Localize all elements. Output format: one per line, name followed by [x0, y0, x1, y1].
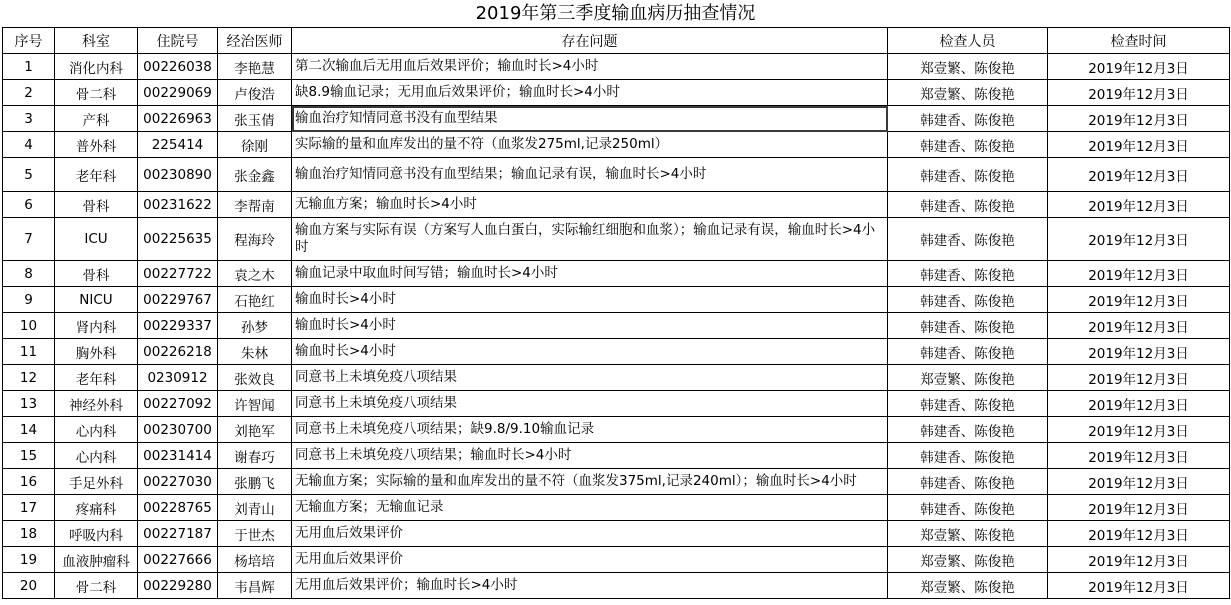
table-row	[3, 443, 1230, 469]
cell-date[interactable]: 2019年12月3日	[1048, 132, 1230, 158]
header-inspector[interactable]: 检查人员	[888, 28, 1048, 54]
cell-dept[interactable]: ICU	[55, 218, 138, 261]
cell-dept[interactable]: 骨科	[55, 261, 138, 287]
cell-inspector[interactable]: 郑壹繁、陈俊艳	[888, 365, 1048, 391]
cell-id[interactable]: 00227092	[138, 391, 218, 417]
cell-inspector[interactable]: 韩建香、陈俊艳	[888, 106, 1048, 132]
header-problem[interactable]: 存在问题	[292, 28, 888, 54]
cell-date[interactable]: 2019年12月3日	[1048, 443, 1230, 469]
sheet-title: 2019年第三季度输血病历抽查情况	[475, 3, 756, 24]
problem-text: 同意书上未填免疫八项结果	[295, 395, 457, 411]
problem-text: 无输血方案；实际输的量和血库发出的量不符（血浆发375ml,记录240ml）；输血时长>4小时	[295, 473, 857, 489]
table-row	[3, 547, 1230, 573]
cell-id[interactable]: 00228765	[138, 495, 218, 521]
cell-doctor[interactable]: 程海玲	[218, 218, 292, 261]
cell-dept[interactable]: 老年科	[55, 158, 138, 192]
cell-problem[interactable]	[292, 365, 888, 391]
cell-date[interactable]: 2019年12月3日	[1048, 495, 1230, 521]
cell-inspector[interactable]: 韩建香、陈俊艳	[888, 132, 1048, 158]
cell-no[interactable]: 12	[3, 365, 55, 391]
cell-id[interactable]: 00229280	[138, 573, 218, 599]
cell-inspector[interactable]: 韩建香、陈俊艳	[888, 218, 1048, 261]
cell-dept[interactable]: 手足外科	[55, 469, 138, 495]
cell-date[interactable]: 2019年12月3日	[1048, 365, 1230, 391]
cell-dept[interactable]: NICU	[55, 287, 138, 313]
cell-inspector[interactable]: 韩建香、陈俊艳	[888, 313, 1048, 339]
cell-no[interactable]: 1	[3, 54, 55, 80]
header-row	[3, 28, 1230, 54]
cell-id[interactable]: 00229337	[138, 313, 218, 339]
cell-dept[interactable]: 呼吸内科	[55, 521, 138, 547]
cell-inspector[interactable]: 郑壹繁、陈俊艳	[888, 80, 1048, 106]
cell-id[interactable]: 00231622	[138, 192, 218, 218]
cell-dept[interactable]: 骨二科	[55, 80, 138, 106]
cell-no[interactable]: 8	[3, 261, 55, 287]
cell-problem[interactable]	[292, 521, 888, 547]
cell-id[interactable]: 225414	[138, 132, 218, 158]
problem-text: 输血时长>4小时	[295, 317, 396, 333]
cell-inspector[interactable]: 韩建香、陈俊艳	[888, 495, 1048, 521]
cell-problem[interactable]	[292, 261, 888, 287]
cell-no[interactable]: 14	[3, 417, 55, 443]
cell-dept[interactable]: 心内科	[55, 443, 138, 469]
problem-text: 输血时长>4小时	[295, 343, 396, 359]
cell-problem[interactable]	[292, 106, 888, 132]
cell-id[interactable]: 00225635	[138, 218, 218, 261]
cell-inspector[interactable]: 韩建香、陈俊艳	[888, 339, 1048, 365]
cell-date[interactable]: 2019年12月3日	[1048, 391, 1230, 417]
table-row	[3, 313, 1230, 339]
problem-text: 输血治疗知情同意书没有血型结果；输血记录有误，输血时长>4小时	[295, 166, 707, 182]
cell-problem[interactable]	[292, 417, 888, 443]
problem-text: 无用血后效果评价	[295, 525, 403, 541]
cell-no[interactable]: 20	[3, 573, 55, 599]
cell-dept[interactable]: 产科	[55, 106, 138, 132]
cell-id[interactable]: 00227030	[138, 469, 218, 495]
cell-id[interactable]: 00227722	[138, 261, 218, 287]
cell-id[interactable]: 00226038	[138, 54, 218, 80]
problem-text: 无用血后效果评价	[295, 551, 403, 567]
cell-problem[interactable]	[292, 80, 888, 106]
cell-inspector[interactable]: 韩建香、陈俊艳	[888, 417, 1048, 443]
table-row	[3, 261, 1230, 287]
cell-inspector[interactable]: 韩建香、陈俊艳	[888, 261, 1048, 287]
problem-text: 无输血方案；无输血记录	[295, 499, 444, 515]
cell-no[interactable]: 17	[3, 495, 55, 521]
cell-dept[interactable]: 疼痛科	[55, 495, 138, 521]
cell-date[interactable]: 2019年12月3日	[1048, 313, 1230, 339]
cell-id[interactable]: 00230890	[138, 158, 218, 192]
problem-text: 同意书上未填免疫八项结果；缺9.8/9.10输血记录	[295, 421, 595, 437]
cell-id[interactable]: 00227666	[138, 547, 218, 573]
cell-dept[interactable]: 骨二科	[55, 573, 138, 599]
cell-inspector[interactable]: 韩建香、陈俊艳	[888, 287, 1048, 313]
table-row	[3, 80, 1230, 106]
cell-doctor[interactable]: 刘青山	[218, 495, 292, 521]
table-row	[3, 417, 1230, 443]
cell-id[interactable]: 00229069	[138, 80, 218, 106]
cell-doctor[interactable]: 袁之木	[218, 261, 292, 287]
cell-doctor[interactable]: 李帮南	[218, 192, 292, 218]
cell-no[interactable]: 6	[3, 192, 55, 218]
cell-no[interactable]: 16	[3, 469, 55, 495]
problem-text: 无用血后效果评价；输血时长>4小时	[295, 577, 518, 593]
cell-problem[interactable]	[292, 339, 888, 365]
table-row	[3, 339, 1230, 365]
cell-dept[interactable]: 胸外科	[55, 339, 138, 365]
cell-date[interactable]: 2019年12月3日	[1048, 54, 1230, 80]
cell-inspector[interactable]: 韩建香、陈俊艳	[888, 158, 1048, 192]
cell-no[interactable]: 5	[3, 158, 55, 192]
cell-doctor[interactable]: 于世杰	[218, 521, 292, 547]
problem-text: 输血时长>4小时	[295, 291, 396, 307]
problem-text: 输血治疗知情同意书没有血型结果	[295, 110, 498, 126]
cell-problem[interactable]	[292, 547, 888, 573]
table-row	[3, 106, 1230, 132]
cell-inspector[interactable]: 郑壹繁、陈俊艳	[888, 573, 1048, 599]
cell-date[interactable]: 2019年12月3日	[1048, 192, 1230, 218]
cell-date[interactable]: 2019年12月3日	[1048, 573, 1230, 599]
problem-text: 实际输的量和血库发出的量不符（血浆发275ml,记录250ml）	[295, 136, 669, 152]
cell-doctor[interactable]: 李艳慧	[218, 54, 292, 80]
table-row	[3, 192, 1230, 218]
cell-date[interactable]: 2019年12月3日	[1048, 158, 1230, 192]
cell-date[interactable]: 2019年12月3日	[1048, 469, 1230, 495]
cell-problem[interactable]	[292, 132, 888, 158]
cell-doctor[interactable]: 谢春巧	[218, 443, 292, 469]
problem-text: 无输血方案；输血时长>4小时	[295, 196, 477, 212]
cell-dept[interactable]: 骨科	[55, 192, 138, 218]
cell-id[interactable]: 00229767	[138, 287, 218, 313]
cell-date[interactable]: 2019年12月3日	[1048, 218, 1230, 261]
cell-doctor[interactable]: 徐刚	[218, 132, 292, 158]
problem-text: 缺8.9输血记录；无用血后效果评价；输血时长>4小时	[295, 84, 620, 100]
cell-no[interactable]: 15	[3, 443, 55, 469]
cell-doctor[interactable]: 朱林	[218, 339, 292, 365]
cell-no[interactable]: 4	[3, 132, 55, 158]
cell-no[interactable]: 3	[3, 106, 55, 132]
cell-problem[interactable]	[292, 443, 888, 469]
cell-problem[interactable]	[292, 469, 888, 495]
table-row	[3, 495, 1230, 521]
cell-doctor[interactable]: 张鹏飞	[218, 469, 292, 495]
table-row	[3, 54, 1230, 80]
cell-no[interactable]: 7	[3, 218, 55, 261]
cell-id[interactable]: 00230700	[138, 417, 218, 443]
cell-doctor[interactable]: 张金鑫	[218, 158, 292, 192]
cell-date[interactable]: 2019年12月3日	[1048, 547, 1230, 573]
table-row	[3, 391, 1230, 417]
cell-date[interactable]: 2019年12月3日	[1048, 287, 1230, 313]
header-dept[interactable]: 科室	[55, 28, 138, 54]
cell-inspector[interactable]: 郑壹繁、陈俊艳	[888, 547, 1048, 573]
cell-id[interactable]: 00226218	[138, 339, 218, 365]
header-date[interactable]: 检查时间	[1048, 28, 1230, 54]
cell-id[interactable]: 00231414	[138, 443, 218, 469]
table-row	[3, 158, 1230, 192]
cell-no[interactable]: 2	[3, 80, 55, 106]
cell-dept[interactable]: 神经外科	[55, 391, 138, 417]
header-id[interactable]: 住院号	[138, 28, 218, 54]
cell-inspector[interactable]: 韩建香、陈俊艳	[888, 469, 1048, 495]
cell-problem[interactable]	[292, 158, 888, 192]
cell-no[interactable]: 10	[3, 313, 55, 339]
cell-inspector[interactable]: 韩建香、陈俊艳	[888, 443, 1048, 469]
table-row	[3, 365, 1230, 391]
cell-no[interactable]: 19	[3, 547, 55, 573]
cell-doctor[interactable]: 韦昌辉	[218, 573, 292, 599]
table-row	[3, 132, 1230, 158]
cell-inspector[interactable]: 韩建香、陈俊艳	[888, 192, 1048, 218]
problem-text: 同意书上未填免疫八项结果；输血时长>4小时	[295, 447, 572, 463]
records-table	[2, 27, 1230, 599]
cell-doctor[interactable]: 刘艳军	[218, 417, 292, 443]
cell-problem[interactable]	[292, 192, 888, 218]
cell-dept[interactable]: 血液肿瘤科	[55, 547, 138, 573]
cell-doctor[interactable]: 孙梦	[218, 313, 292, 339]
cell-problem[interactable]	[292, 495, 888, 521]
problem-text: 第二次输血后无用血后效果评价；输血时长>4小时	[295, 58, 599, 74]
cell-doctor[interactable]: 石艳红	[218, 287, 292, 313]
table-row	[3, 469, 1230, 495]
cell-doctor[interactable]: 许智闻	[218, 391, 292, 417]
problem-text: 输血记录中取血时间写错；输血时长>4小时	[295, 265, 558, 281]
cell-no[interactable]: 11	[3, 339, 55, 365]
cell-date[interactable]: 2019年12月3日	[1048, 106, 1230, 132]
header-no[interactable]: 序号	[3, 28, 55, 54]
cell-doctor[interactable]: 卢俊浩	[218, 80, 292, 106]
cell-id[interactable]: 00226963	[138, 106, 218, 132]
table-row	[3, 573, 1230, 599]
cell-date[interactable]: 2019年12月3日	[1048, 80, 1230, 106]
problem-text: 输血方案与实际有误（方案写人血白蛋白，实际输红细胞和血浆）；输血记录有误，输血时长>4小时	[295, 222, 876, 255]
cell-date[interactable]: 2019年12月3日	[1048, 261, 1230, 287]
cell-doctor[interactable]: 张效良	[218, 365, 292, 391]
cell-doctor[interactable]: 张玉倩	[218, 106, 292, 132]
cell-dept[interactable]: 普外科	[55, 132, 138, 158]
cell-inspector[interactable]: 郑壹繁、陈俊艳	[888, 54, 1048, 80]
cell-inspector[interactable]: 韩建香、陈俊艳	[888, 391, 1048, 417]
cell-problem[interactable]	[292, 287, 888, 313]
cell-no[interactable]: 9	[3, 287, 55, 313]
cell-problem[interactable]	[292, 573, 888, 599]
cell-inspector[interactable]: 郑壹繁、陈俊艳	[888, 521, 1048, 547]
cell-problem[interactable]	[292, 54, 888, 80]
cell-problem[interactable]	[292, 313, 888, 339]
header-doctor[interactable]: 经治医师	[218, 28, 292, 54]
problem-text: 同意书上未填免疫八项结果	[295, 369, 457, 385]
cell-dept[interactable]: 心内科	[55, 417, 138, 443]
table-row	[3, 287, 1230, 313]
cell-no[interactable]: 18	[3, 521, 55, 547]
cell-dept[interactable]: 肾内科	[55, 313, 138, 339]
cell-dept[interactable]: 老年科	[55, 365, 138, 391]
cell-id[interactable]: 00227187	[138, 521, 218, 547]
cell-dept[interactable]: 消化内科	[55, 54, 138, 80]
cell-date[interactable]: 2019年12月3日	[1048, 417, 1230, 443]
cell-date[interactable]: 2019年12月3日	[1048, 339, 1230, 365]
cell-date[interactable]: 2019年12月3日	[1048, 521, 1230, 547]
cell-problem[interactable]	[292, 391, 888, 417]
cell-no[interactable]: 13	[3, 391, 55, 417]
cell-doctor[interactable]: 杨培培	[218, 547, 292, 573]
cell-id[interactable]: 0230912	[138, 365, 218, 391]
table-row	[3, 218, 1230, 261]
cell-problem[interactable]	[292, 218, 888, 261]
table-row	[3, 521, 1230, 547]
